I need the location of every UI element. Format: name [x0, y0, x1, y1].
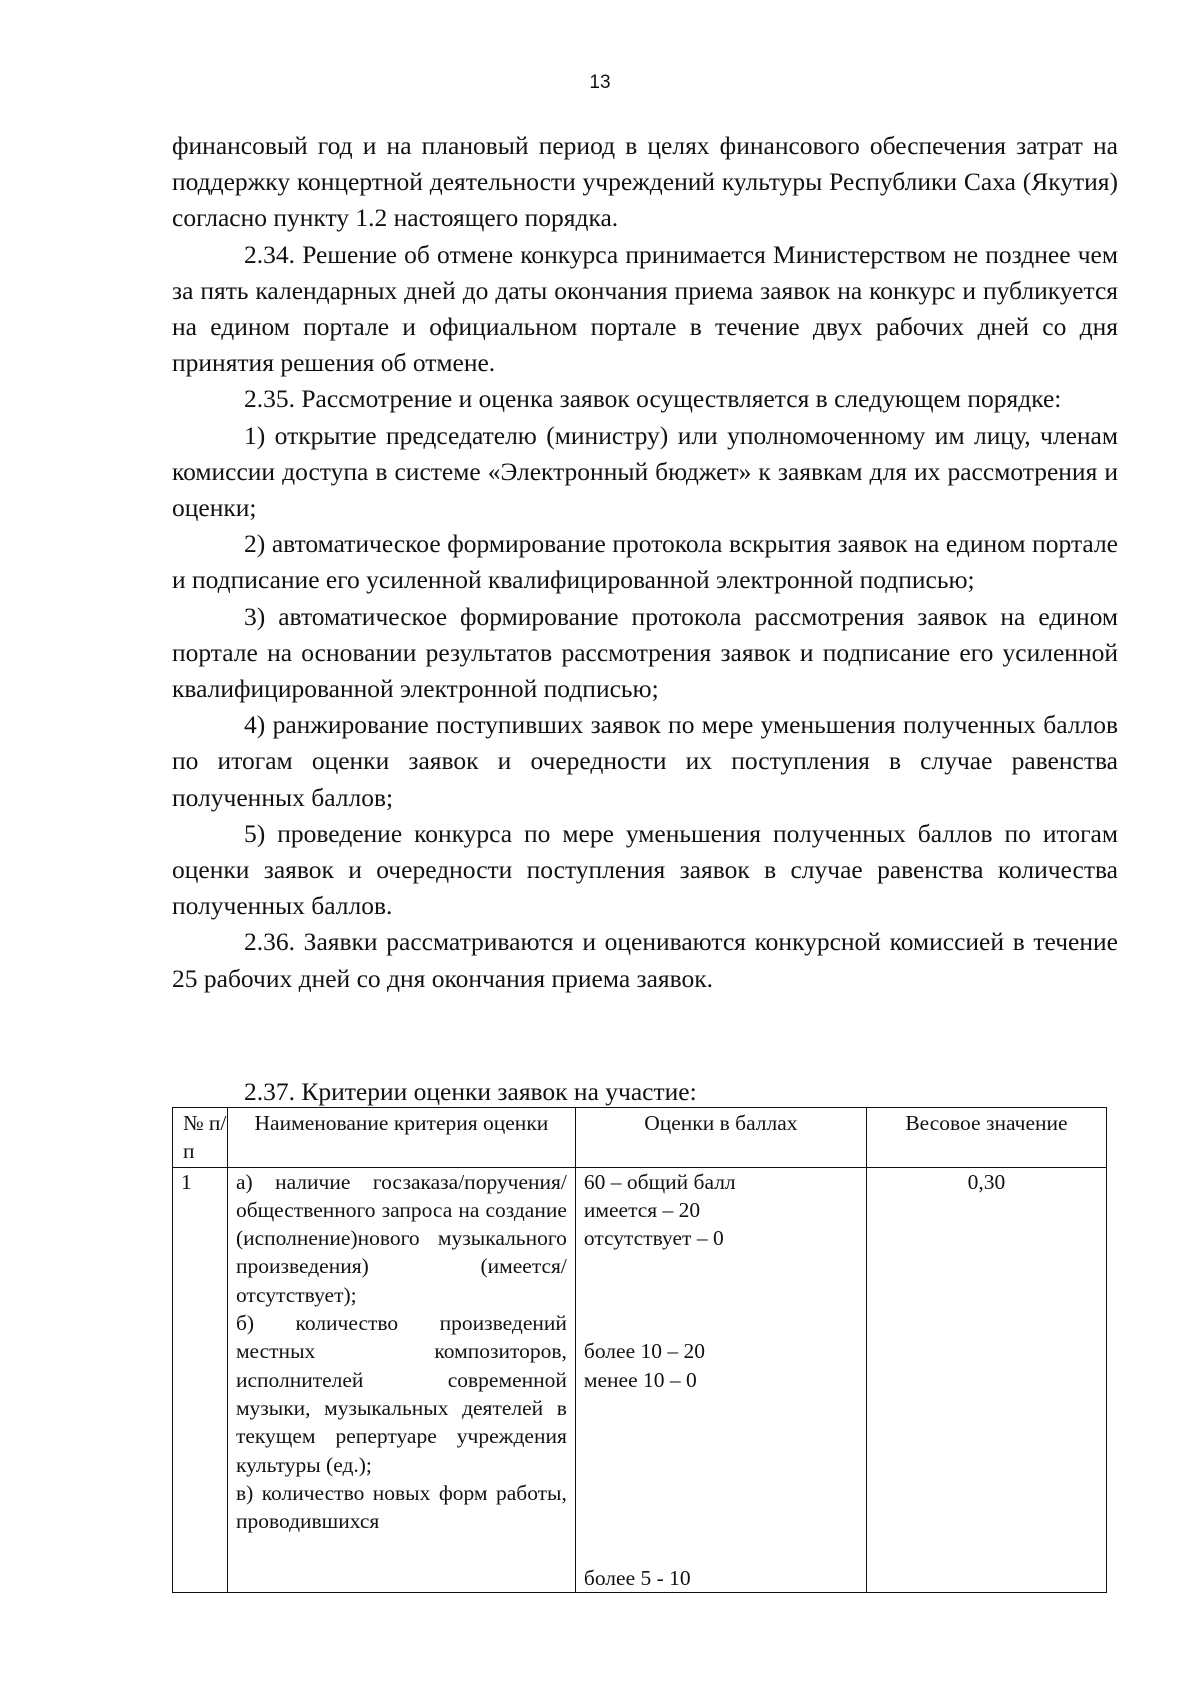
header-num: № п/п	[173, 1108, 228, 1168]
row-weight: 0,30	[866, 1167, 1106, 1592]
criterion-b: б) количество произведений местных композиторов, исполнителей современной музыки, музыкальных деятелей в текущем репертуаре учреждения культуры (ед.);	[235, 1311, 567, 1477]
criteria-caption: 2.37. Критерии оценки заявок на участие:	[244, 1077, 697, 1106]
body-text	[172, 128, 1118, 997]
header-score: Оценки в баллах	[575, 1108, 866, 1168]
score-b-more: более 10 – 20	[583, 1339, 705, 1364]
paragraph-2-34: 2.34. Решение об отмене конкурса принимается Министерством не позднее чем за пять календарных дней до даты окончания приема заявок на конкурс и публикуется на едином портале и официальном портале в течение двух рабочих дней со дня принятия решения об отмене.	[172, 239, 1118, 378]
list-item-3: 3) автоматическое формирование протокола рассмотрения заявок на едином портале на основании результатов рассмотрения заявок и подписание его усиленной квалифицированной электронной подписью;	[172, 601, 1118, 704]
row-scores	[575, 1167, 866, 1592]
table-header-row	[173, 1108, 1107, 1168]
header-weight: Весовое значение	[866, 1108, 1106, 1168]
paragraph-continuation: финансовый год и на плановый период в целях финансового обеспечения затрат на поддержку концертной деятельности учреждений культуры Республики Саха (Якутия) согласно пункту 1.2 настоящего порядка.	[172, 131, 1118, 233]
list-item-5: 5) проведение конкурса по мере уменьшения полученных баллов по итогам оценки заявок и очередности поступления заявок в случае равенства количества полученных баллов.	[172, 818, 1118, 921]
criterion-a: а) наличие госзаказа/поручения/ общественного запроса на создание (исполнение)нового музыкального произведения) (имеется/отсутствует);	[235, 1169, 567, 1307]
table-row	[173, 1167, 1107, 1592]
criterion-c: в) количество новых форм работы, проводившихся	[235, 1480, 567, 1534]
criteria-table	[172, 1107, 1107, 1593]
score-c-more: более 5 - 10	[583, 1565, 691, 1590]
row-criteria	[227, 1167, 575, 1592]
header-name: Наименование критерия оценки	[227, 1108, 575, 1168]
score-a-present: имеется – 20	[583, 1197, 701, 1222]
list-item-4: 4) ранжирование поступивших заявок по мере уменьшения полученных баллов по итогам оценки заявок и очередности их поступления в случае равенства полученных баллов;	[172, 710, 1118, 812]
score-a-absent: отсутствует – 0	[583, 1226, 724, 1251]
list-item-1: 1) открытие председателю (министру) или уполномоченному им лицу, членам комиссии доступа в системе «Электронный бюджет» к заявкам для их рассмотрения и оценки;	[172, 420, 1118, 523]
page-number: 13	[589, 72, 611, 93]
score-b-less: менее 10 – 0	[583, 1367, 697, 1392]
row-num: 1	[173, 1167, 228, 1592]
paragraph-2-36: 2.36. Заявки рассматриваются и оцениваются конкурсной комиссией в течение 25 рабочих дней со дня окончания приема заявок.	[172, 927, 1118, 993]
score-a-total: 60 – общий балл	[583, 1169, 736, 1194]
list-item-2: 2) автоматическое формирование протокола вскрытия заявок на едином портале и подписание его усиленной квалифицированной электронной подписью;	[172, 529, 1118, 595]
paragraph-2-35: 2.35. Рассмотрение и оценка заявок осуществляется в следующем порядке:	[244, 384, 1062, 414]
